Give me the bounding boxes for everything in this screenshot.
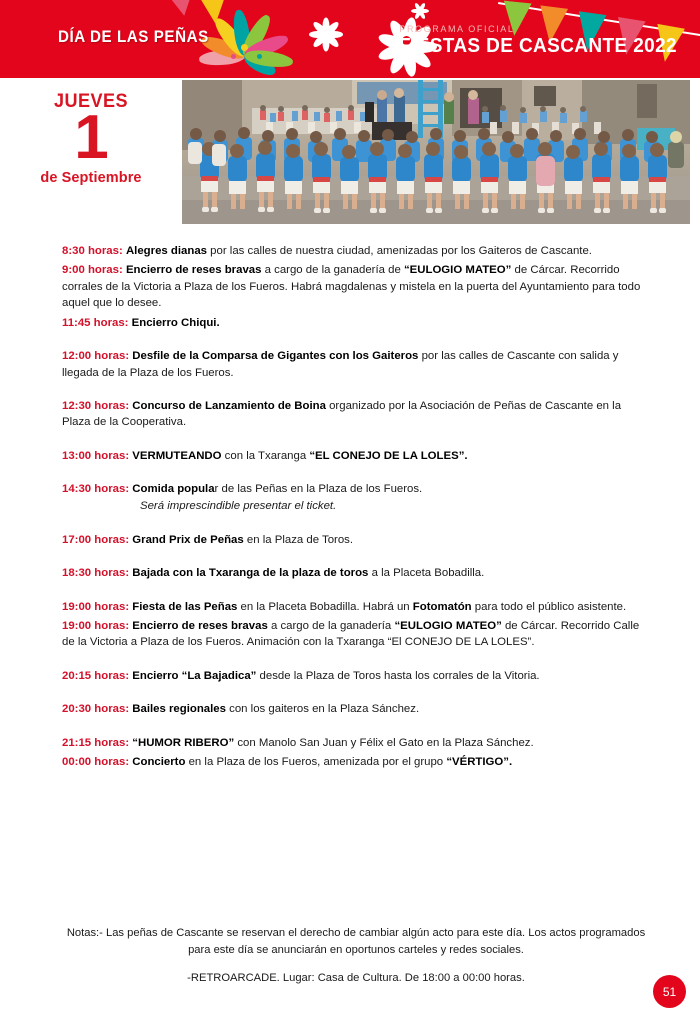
program-entry [62, 618, 650, 651]
program-entry [62, 315, 650, 331]
date-month: de Septiembre [40, 169, 142, 186]
entry-text: en la Plaza de los Fueros, amenizada por el grupo [185, 756, 447, 769]
program-entry [62, 243, 650, 259]
date-weekday: JUEVES [53, 91, 129, 112]
entry-title: Bailes regionales [129, 703, 226, 716]
festival-photo [182, 80, 690, 224]
entry-text: en la Placeta Bobadilla. Habrá un [237, 600, 413, 613]
entry-time: 14:30 horas: [62, 483, 130, 496]
entry-title-2: “EULOGIO MATEO” [403, 264, 512, 277]
entry-text-2: para todo el público asistente. [471, 600, 627, 613]
date-block [0, 92, 182, 186]
entry-title: Concierto [129, 756, 186, 769]
pinwheel-burst-icon [243, 46, 247, 50]
entry-text-2: de Cárcar. Recorrido corrales de la Victoria a Plaza de los Fueros. Habrá magdalenas y mistela en la puerta del Ayuntamiento para todo aquel que lo desee. [62, 264, 641, 310]
entry-time: 20:15 horas: [62, 669, 130, 682]
program-entry [62, 262, 650, 311]
program-official-label: PROGRAMA OFICIAL [399, 24, 515, 34]
entry-text: organizado por la Asociación de Peñas de Cascante en la Plaza de la Cooperativa. [62, 399, 622, 429]
entry-time: 8:30 horas: [62, 245, 123, 257]
entry-time: 21:15 horas: [62, 736, 130, 749]
entry-title: Comida popula [129, 483, 215, 496]
date-number: 1 [74, 103, 108, 172]
entry-time: 19:00 horas: [62, 600, 130, 613]
entry-title: Desfile de la Comparsa de Gigantes con los Gaiteros [129, 350, 419, 363]
entry-title: Alegres dianas [125, 245, 207, 257]
entry-time: 17:00 horas: [62, 533, 130, 546]
entry-title: Bajada con la Txaranga de la plaza de toros [129, 567, 369, 580]
entry-text: con la Txaranga [221, 449, 310, 462]
header-banner [0, 0, 700, 78]
entry-title-2: “VÉRTIGO”. [446, 756, 513, 769]
firework-icon-small [325, 30, 327, 32]
program-entry [62, 481, 650, 497]
notes-text: Notas:- Las peñas de Cascante se reservan el derecho de cambiar algún acto para este día. Los actos programados para este día se anunciarán en oportunos carteles y redes sociales. [66, 927, 646, 956]
program-entry [62, 701, 650, 717]
entry-text: a cargo de la ganadería de [261, 264, 404, 277]
entry-title: “HUMOR RIBERO” [129, 736, 235, 749]
program-list [62, 243, 650, 771]
program-entry [62, 448, 650, 464]
entry-text: r de las Peñas en la Plaza de los Fueros. [214, 483, 423, 496]
entry-title-2: “EULOGIO MATEO” [394, 620, 502, 633]
entry-title: Encierro Chiqui. [128, 316, 220, 329]
entry-text: a cargo de la ganadería [267, 620, 395, 633]
entry-time: 19:00 horas: [62, 620, 130, 633]
entry-text: en la Plaza de Toros. [243, 533, 354, 546]
entry-title: VERMUTEANDO [129, 449, 222, 462]
entry-title: Fiesta de las Peñas [129, 600, 238, 613]
entry-title-2: “EL CONEJO DE LA LOLES”. [309, 449, 468, 462]
entry-time: 11:45 horas: [62, 316, 129, 329]
entry-time: 13:00 horas: [62, 449, 130, 462]
program-entry [62, 532, 650, 548]
entry-text: a la Placeta Bobadilla. [368, 567, 485, 580]
entry-title: Encierro de reses bravas [125, 264, 262, 277]
program-entry [62, 735, 650, 751]
entry-text: desde la Plaza de Toros hasta los corrales de la Vitoria. [256, 669, 540, 682]
bunting-flag [199, 0, 230, 25]
entry-title: Encierro “La Bajadica” [129, 669, 257, 682]
entry-title: Grand Prix de Peñas [129, 533, 244, 546]
entry-text: por las calles de nuestra ciudad, amenizadas por los Gaiteros de Cascante. [207, 245, 592, 257]
bunting-flag [166, 0, 198, 18]
entry-title: Encierro de reses bravas [129, 620, 268, 633]
entry-text: con Manolo San Juan y Félix el Gato en la Plaza Sánchez. [234, 736, 534, 749]
entry-time: 9:00 horas: [62, 264, 123, 277]
entry-time: 12:00 horas: [62, 350, 130, 363]
entry-time: 00:00 horas: [62, 756, 130, 769]
program-entry [62, 348, 650, 381]
entry-time: 12:30 horas: [62, 399, 130, 412]
entry-note-italic: Será imprescindible presentar el ticket. [140, 499, 337, 512]
program-entry [62, 754, 650, 770]
entry-time: 18:30 horas: [62, 567, 130, 580]
entry-text: por las calles de Cascante con salida y llegada de la Plaza de los Fueros. [62, 350, 619, 379]
banner-festival-block [399, 24, 692, 58]
program-entry [62, 565, 650, 581]
page-number-badge: 51 [653, 975, 686, 1008]
program-entry [62, 599, 650, 615]
program-entry [62, 398, 650, 431]
program-entry [62, 668, 650, 684]
entry-text: con los gaiteros en la Plaza Sánchez. [225, 703, 420, 716]
notes-extra-text: -RETROARCADE. Lugar: Casa de Cultura. De 18:00 a 00:00 horas. [187, 972, 525, 984]
entry-title-2: Fotomatón [412, 600, 472, 613]
banner-day-title: DÍA DE LAS PEÑAS [58, 28, 209, 46]
firework-icon-tiny [419, 8, 421, 10]
entry-title: Concurso de Lanzamiento de Boina [129, 399, 326, 412]
entry-text-2: de Cárcar. Recorrido Calle de la Victoria a Plaza de los Fueros. Animación con la Txaranga “El CONEJO DE LA LOLES”. [62, 620, 640, 649]
entry-time: 20:30 horas: [62, 703, 130, 716]
festival-title: FIESTAS DE CASCANTE 2022 [399, 35, 678, 57]
